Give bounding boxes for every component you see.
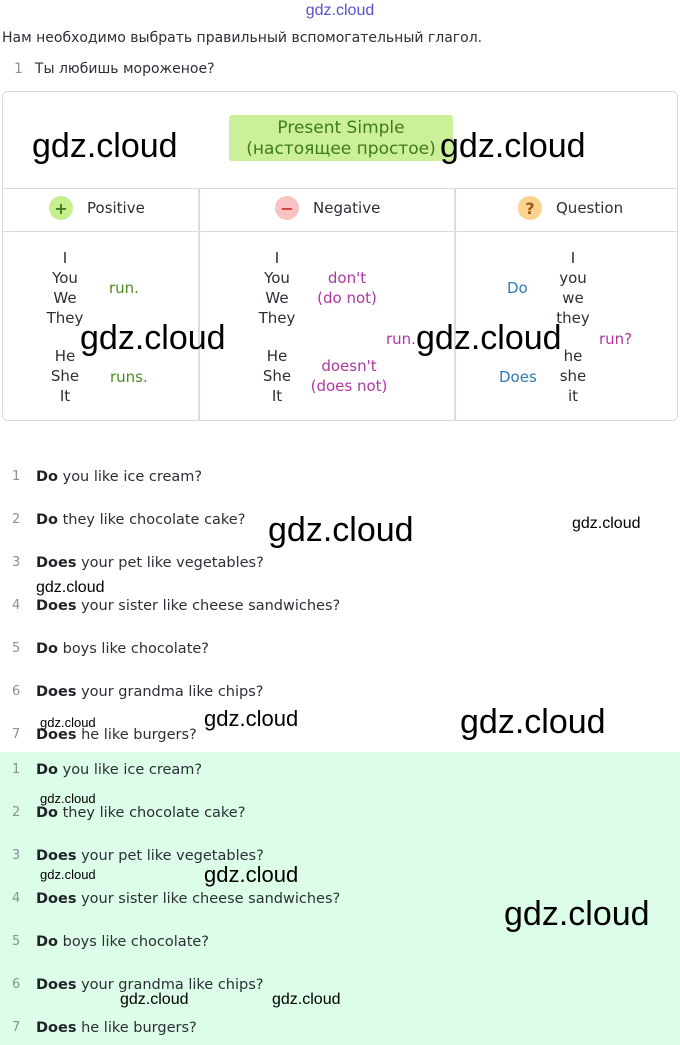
item-number: 4 [12,598,21,613]
question-verb: run? [599,330,633,348]
item-number: 3 [12,848,21,863]
item-text: they like chocolate cake? [58,805,246,821]
table-title-line2: (настоящее простое) [246,139,436,159]
aux-verb: Do [36,512,58,528]
question-mark-icon: ? [518,196,542,220]
watermark: gdz.cloud [416,319,562,357]
watermark: gdz.cloud [204,862,299,887]
item-text: your sister like cheese sandwiches? [76,891,341,907]
item-text: your grandma like chips? [76,977,264,993]
item-number: 5 [12,934,21,949]
negative-aux-dont: don't (do not) [317,269,377,307]
watermark: gdz.cloud [572,515,641,532]
item-number: 5 [12,641,21,656]
item-text: boys like chocolate? [58,641,209,657]
negative-header [275,196,380,220]
positive-pronouns-plural: I You We They [46,249,84,327]
site-logo[interactable]: gdz.cloud [305,2,375,19]
watermark: gdz.cloud [204,706,299,731]
instruction-text: Нам необходимо выбрать правильный вспомогательный глагол. [2,30,483,46]
item-number: 1 [12,469,21,484]
aux-verb: Does [36,727,77,743]
watermark: gdz.cloud [272,991,341,1008]
watermark: gdz.cloud [32,127,178,165]
column-divider [454,188,456,420]
item-text: he like burgers? [76,1020,197,1036]
table-divider [3,231,677,232]
table-divider [3,188,677,189]
aux-verb: Do [36,762,58,778]
column-divider [198,188,200,420]
aux-verb: Does [36,891,77,907]
positive-header [49,196,145,220]
item-number: 6 [12,684,21,699]
positive-pronouns-singular: He She It [50,347,80,405]
aux-verb: Do [36,469,58,485]
question-pronouns-plural: I you we they [556,249,590,327]
watermark: gdz.cloud [40,791,96,806]
watermark: gdz.cloud [460,703,606,741]
item-text: you like ice cream? [58,762,203,778]
item-text: your grandma like chips? [76,684,264,700]
watermark: gdz.cloud [40,867,96,882]
aux-verb: Does [36,1020,77,1036]
aux-verb: Do [36,934,58,950]
item-number: 1 [12,762,21,777]
item-number: 4 [12,891,21,906]
item-number: 3 [12,555,21,570]
watermark: gdz.cloud [80,319,226,357]
task-text: Ты любишь мороженое? [34,61,215,77]
positive-label: Positive [87,199,145,217]
plus-icon: + [49,196,73,220]
question-aux-does: Does [499,368,537,386]
question-label: Question [556,199,624,217]
negative-verb: run. [386,330,416,348]
item-number: 7 [12,1020,21,1035]
negative-label: Negative [313,199,381,217]
question-header [518,196,623,220]
item-number: 7 [12,727,21,742]
item-text: your sister like cheese sandwiches? [76,598,341,614]
positive-verb-base: run. [109,279,139,297]
item-number: 2 [12,512,21,527]
item-text: boys like chocolate? [58,934,209,950]
watermark: gdz.cloud [504,895,650,933]
item-text: your pet like vegetables? [76,555,264,571]
task-line [14,61,215,77]
aux-verb: Does [36,555,77,571]
table-title [229,115,453,161]
aux-verb: Do [36,805,58,821]
watermark: gdz.cloud [120,991,189,1008]
item-number: 2 [12,805,21,820]
task-number: 1 [14,61,23,77]
item-text: your pet like vegetables? [76,848,264,864]
aux-verb: Do [36,641,58,657]
aux-verb: Does [36,598,77,614]
watermark: gdz.cloud [268,511,414,549]
negative-pronouns-singular: He She It [262,347,292,405]
negative-pronouns-plural: I You We They [258,249,296,327]
table-title-line1: Present Simple [277,118,405,138]
minus-icon: − [275,196,299,220]
watermark: gdz.cloud [40,715,96,730]
item-text: they like chocolate cake? [58,512,246,528]
aux-verb: Does [36,977,77,993]
item-text: he like burgers? [76,727,197,743]
question-aux-do: Do [507,279,528,297]
item-text: you like ice cream? [58,469,203,485]
watermark: gdz.cloud [36,579,105,596]
question-pronouns-singular: he she it [559,347,587,405]
item-number: 6 [12,977,21,992]
aux-verb: Does [36,848,77,864]
positive-verb-s: runs. [110,368,148,386]
negative-aux-doesnt: doesn't (does not) [310,357,388,395]
watermark: gdz.cloud [440,127,586,165]
aux-verb: Does [36,684,77,700]
